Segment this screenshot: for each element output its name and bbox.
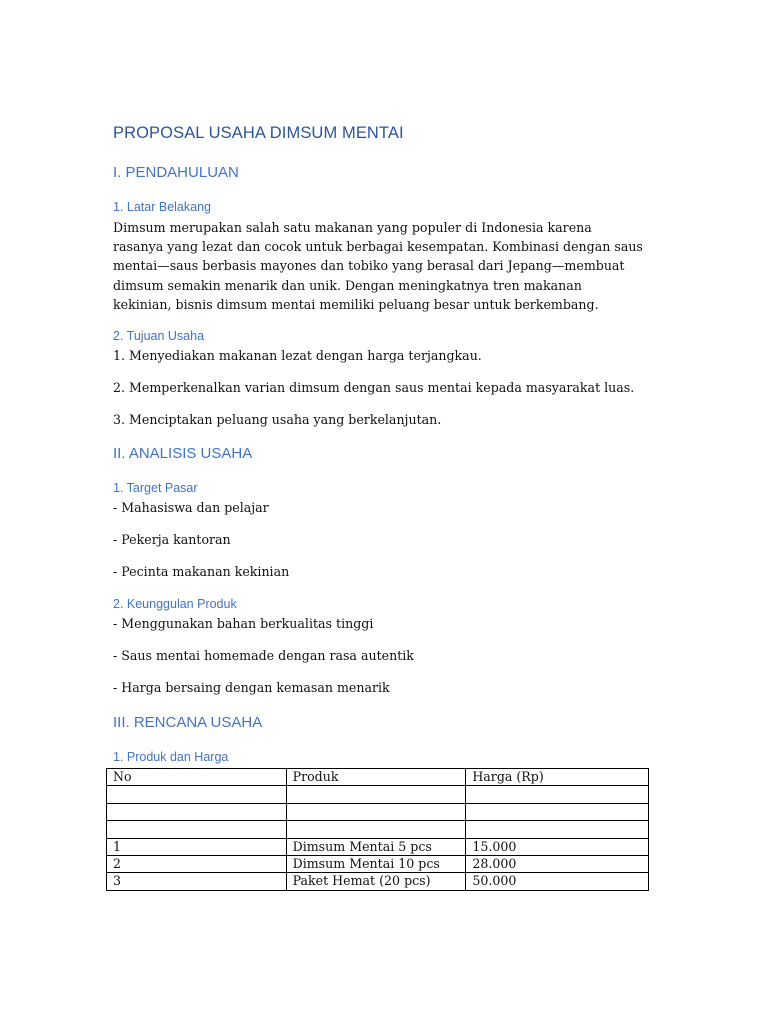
table-cell <box>286 821 466 838</box>
subheading-produk-dan-harga: 1. Produk dan Harga <box>113 750 229 764</box>
list-item: - Pecinta makanan kekinian <box>113 564 290 579</box>
section-heading-rencana-usaha: III. RENCANA USAHA <box>113 714 263 731</box>
column-header-harga: Harga (Rp) <box>466 769 649 786</box>
table-cell: 1 <box>107 838 287 855</box>
table-cell: Dimsum Mentai 10 pcs <box>286 855 466 872</box>
table-cell: Paket Hemat (20 pcs) <box>286 873 466 890</box>
table-cell <box>286 803 466 820</box>
table-cell: 50.000 <box>466 873 649 890</box>
table-cell <box>466 821 649 838</box>
table-cell <box>286 786 466 803</box>
subheading-latar-belakang: 1. Latar Belakang <box>113 200 211 214</box>
section-heading-analisis-usaha: II. ANALISIS USAHA <box>113 445 253 462</box>
paragraph-latar-belakang: Dimsum merupakan salah satu makanan yang populer di Indonesia karena rasanya yang lezat dan cocok untuk berbagai kesempatan. Kombinasi dengan saus mentai—saus berbasis mayones dan tobiko yang berasal dari Jepang—membuat dimsum semakin menarik dan unik. Dengan meningkatnya tren makanan kekinian, bisnis dimsum mentai memiliki peluang besar untuk berkembang. <box>113 220 643 312</box>
table-cell <box>466 786 649 803</box>
table-header-row <box>107 769 649 786</box>
list-item: - Pekerja kantoran <box>113 532 231 547</box>
table-cell: 15.000 <box>466 838 649 855</box>
list-item: - Harga bersaing dengan kemasan menarik <box>113 680 390 695</box>
table-cell <box>107 803 287 820</box>
subheading-tujuan-usaha: 2. Tujuan Usaha <box>113 329 205 343</box>
table-row <box>107 803 649 820</box>
price-table <box>106 768 649 891</box>
table-cell: 2 <box>107 855 287 872</box>
table-row <box>107 838 649 855</box>
list-item: - Menggunakan bahan berkualitas tinggi <box>113 616 374 631</box>
list-item: 1. Menyediakan makanan lezat dengan harga terjangkau. <box>113 348 482 363</box>
column-header-produk: Produk <box>286 769 466 786</box>
table-cell <box>107 821 287 838</box>
list-item: 2. Memperkenalkan varian dimsum dengan saus mentai kepada masyarakat luas. <box>113 380 635 395</box>
table-cell: Dimsum Mentai 5 pcs <box>286 838 466 855</box>
section-heading-pendahuluan: I. PENDAHULUAN <box>113 164 239 181</box>
table-row <box>107 873 649 890</box>
table-cell <box>107 786 287 803</box>
table-cell: 3 <box>107 873 287 890</box>
list-item: 3. Menciptakan peluang usaha yang berkelanjutan. <box>113 412 442 427</box>
list-item: - Mahasiswa dan pelajar <box>113 500 269 515</box>
subheading-keunggulan-produk: 2. Keunggulan Produk <box>113 597 237 611</box>
table-cell: 28.000 <box>466 855 649 872</box>
list-item: - Saus mentai homemade dengan rasa autentik <box>113 648 414 663</box>
table-row <box>107 821 649 838</box>
table-row <box>107 855 649 872</box>
subheading-target-pasar: 1. Target Pasar <box>113 481 198 495</box>
document-title: PROPOSAL USAHA DIMSUM MENTAI <box>113 124 404 142</box>
table-cell <box>466 803 649 820</box>
column-header-no: No <box>107 769 287 786</box>
table-row <box>107 786 649 803</box>
